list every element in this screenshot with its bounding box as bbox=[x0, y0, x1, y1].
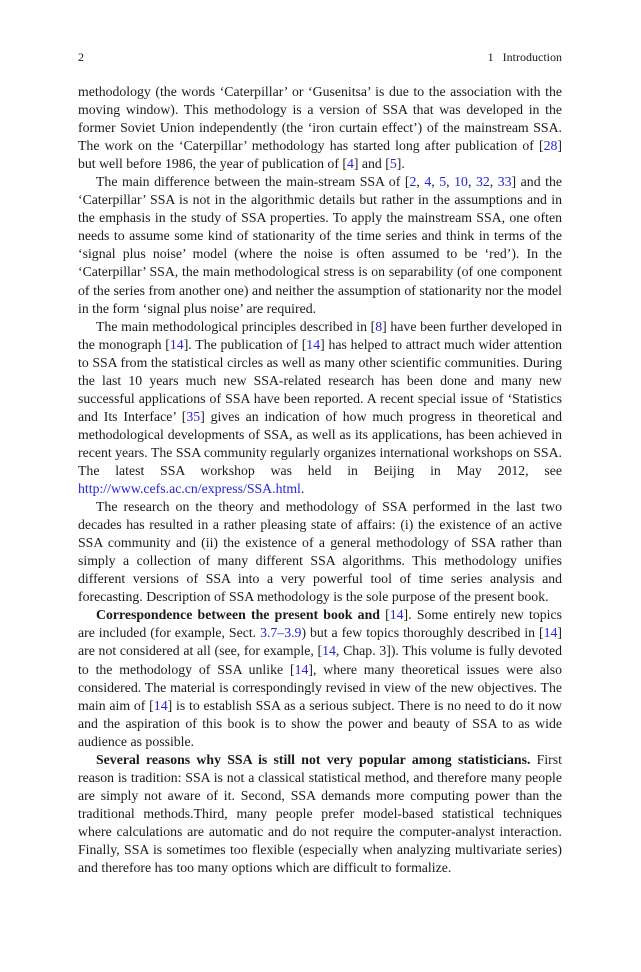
citation-link[interactable]: 14 bbox=[389, 607, 404, 623]
text-run: ] has helped to attract much wider attention to SSA from the statistical circles as well as many other scientific communities. During the last 10 years much new SSA-related research has been done and many new successful applications of SSA have been reported. A recent special issue of ‘Statistics and Its Interface’ [ bbox=[78, 336, 562, 424]
text-run: First reason is tradition: SSA is not a classical statistical method, and therefore many people are simply not aware of it. Second, SSA demands more computing power than the traditional methods.Third, many people prefer model-based statistical techniques where calculations are automatic and do not require the computer-analyst interaction. Finally, SSA is sometimes too flexible (especially when analyzing multivariate series) and therefore has too many options which are difficult to formalize. bbox=[78, 751, 562, 876]
text-run: ] are not considered at all (see, for example, [ bbox=[78, 625, 562, 659]
body-paragraph bbox=[78, 83, 562, 173]
text-run: , bbox=[416, 174, 425, 190]
body-paragraph bbox=[78, 318, 562, 498]
text-run: ]. bbox=[396, 156, 405, 172]
running-header bbox=[78, 49, 562, 65]
page-number: 2 bbox=[78, 50, 84, 64]
citation-link[interactable]: 32 bbox=[475, 174, 490, 190]
citation-link[interactable]: 10 bbox=[454, 174, 468, 190]
text-run: ] and [ bbox=[353, 156, 390, 172]
citation-link[interactable]: 4 bbox=[346, 156, 354, 172]
citation-link[interactable]: 2 bbox=[409, 174, 417, 190]
citation-link[interactable]: 5 bbox=[389, 156, 397, 172]
text-run: ] have been further developed in the monograph [ bbox=[78, 318, 562, 352]
text-run: , bbox=[489, 174, 498, 190]
main-text bbox=[78, 83, 562, 877]
citation-link[interactable]: 14 bbox=[306, 336, 321, 352]
text-run: ] is to establish SSA as a serious subject. There is no need to do it now and the aspiration of this book is to show the power and beauty of SSA to as wide audience as possible. bbox=[78, 697, 563, 749]
text-run: [ bbox=[379, 607, 390, 623]
citation-link[interactable]: 5 bbox=[439, 174, 447, 190]
text-run: , bbox=[431, 174, 440, 190]
body-paragraph bbox=[78, 498, 562, 606]
body-paragraph bbox=[78, 606, 562, 750]
text-run: ]. The publication of [ bbox=[183, 336, 307, 352]
citation-link[interactable]: 3.7–3.9 bbox=[260, 625, 302, 641]
text-run: ] gives an indication of how much progress in theoretical and methodological developments of SSA, as well as its applications, has been achieved in recent years. The SSA community regularly organizes international workshops on SSA. The latest SSA workshop was held in Beijing in May 2012, see bbox=[78, 408, 562, 478]
text-run: ]. Some entirely new topics are included (for example, Sect. bbox=[78, 607, 562, 641]
text-run: , bbox=[467, 174, 476, 190]
citation-link[interactable]: 14 bbox=[153, 697, 168, 713]
text-run: ], where many theoretical issues were also considered. The material is correspondingly revised in view of the new objectives. The main aim of [ bbox=[78, 661, 563, 713]
text-run: ) but a few topics thoroughly described in [ bbox=[301, 625, 544, 641]
citation-link[interactable]: 28 bbox=[543, 138, 558, 154]
body-paragraph bbox=[78, 751, 562, 877]
text-run: , bbox=[446, 174, 455, 190]
citation-link[interactable]: 14 bbox=[322, 643, 336, 659]
paragraph-heading: Several reasons why SSA is still not very popular among statisticians. bbox=[96, 751, 531, 767]
citation-link[interactable]: 8 bbox=[375, 318, 383, 334]
text-run: , Chap. 3]). This volume is fully devoted to the methodology of SSA unlike [ bbox=[78, 643, 562, 677]
citation-link[interactable]: 35 bbox=[186, 408, 201, 424]
text-run: ] and the ‘Caterpillar’ SSA is not in the algorithmic details but rather in the assumptions and in the emphasis in the study of SSA properties. To apply the mainstream SSA, one often needs to assume some kind of stationarity of the time series and think in terms of the ‘signal plus noise’ model (where the noise is often assumed to be ‘red’). In the ‘Caterpillar’ SSA, the main methodological stress is on separability (of one component of the series from another one) and neither the assumption of stationarity nor the model in the form ‘signal plus noise’ are required. bbox=[78, 174, 562, 316]
citation-link[interactable]: 33 bbox=[497, 174, 512, 190]
citation-link[interactable]: 14 bbox=[543, 625, 558, 641]
url-link[interactable]: http://www.cefs.ac.cn/express/SSA.html bbox=[78, 481, 301, 497]
text-run: The main difference between the main-stream SSA of [ bbox=[96, 174, 410, 190]
citation-link[interactable]: 14 bbox=[169, 336, 184, 352]
paragraph-heading: Correspondence between the present book and bbox=[96, 607, 380, 623]
body-paragraph bbox=[78, 173, 562, 317]
text-run: The main methodological principles described in [ bbox=[96, 318, 376, 334]
text-run: The research on the theory and methodology of SSA performed in the last two decades has resulted in a rather pleasing state of affairs: (i) the existence of an active SSA community and (ii) the existence of a general methodology of SSA rather than simply a collection of many different SSA algorithms. This methodology unifies different versions of SSA into a very powerful tool of time series analysis and forecasting. Description of SSA methodology is the sole purpose of the present book. bbox=[78, 499, 562, 605]
citation-link[interactable]: 4 bbox=[424, 174, 432, 190]
text-run: ] but well before 1986, the year of publication of [ bbox=[78, 138, 562, 172]
citation-link[interactable]: 14 bbox=[294, 661, 309, 677]
text-run: methodology (the words ‘Caterpillar’ or ‘Gusenitsa’ is due to the association with the moving window). This methodology is a version of SSA that was developed in the former Soviet Union independently (the ‘iron curtain effect’) of the mainstream SSA. The work on the ‘Caterpillar’ methodology has started long after publication of [ bbox=[78, 84, 562, 154]
chapter-title: 1 Introduction bbox=[487, 50, 562, 64]
text-run: . bbox=[300, 481, 305, 497]
